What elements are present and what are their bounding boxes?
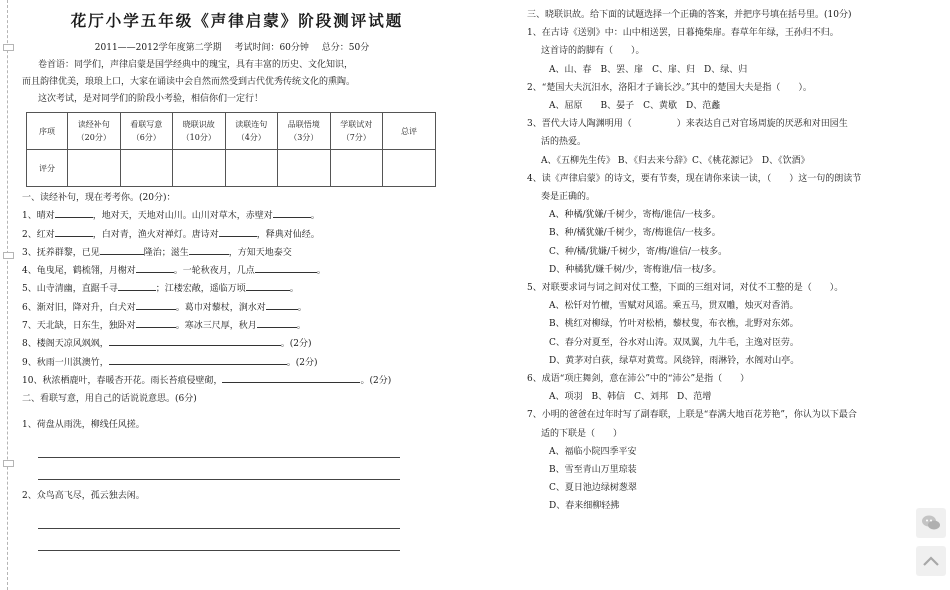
choice-option: C、种/橘/犹嫌/千树少，寄/梅/谁信/一枝多。 <box>549 246 728 257</box>
choice-question: 4、读《声律启蒙》的诗文，要有节奏，现在请你来读一读，（ ）这一句的朗读节 <box>527 173 862 184</box>
score-column-header: 学联试对 （7分） <box>330 113 383 150</box>
choice-option: D、种橘犹/嫌千树/少，寄梅谁/信一枝/多。 <box>549 264 722 275</box>
exam-meta <box>22 40 442 53</box>
choice-question: 6、成语“项庄舞剑，意在沛公”中的“沛公”是指（ ） <box>527 374 750 385</box>
fill-question: 3、抚养群黎，已见 隆治；滋生 ，方知天地泰交 <box>22 244 442 262</box>
preface-line: 而且韵律优美，琅琅上口，大家在诵读中会自然而然受到古代优秀传统文化的熏陶。 <box>22 77 356 87</box>
fill-question: 2、红对 ，白对青，渔火对禅灯。唐诗对 ，释典对仙经。 <box>22 226 442 244</box>
choice-question-cont: 奏是正确的。 <box>541 192 596 203</box>
section-one-title: 一、读经补句，现在考考你。(20分)： <box>22 193 176 203</box>
choice-option: A、福临小院四季平安 <box>549 446 637 457</box>
answer-line[interactable] <box>38 458 400 480</box>
choice-question: 2、“楚国大夫沉汨水，洛阳才子谪长沙。”其中的楚国大夫是指（ ）。 <box>527 82 812 93</box>
answer-line[interactable] <box>38 436 400 458</box>
paraphrase-question: 2、众鸟高飞尽，孤云独去闲。 <box>22 490 145 501</box>
choice-question: 3、晋代大诗人陶渊明用（ ）来表达自己对官场周旋的厌恶和对田园生 <box>527 119 848 130</box>
preface-line: 卷首语：同学们，声律启蒙是国学经典中的瑰宝，具有丰富的历史、文化知识， <box>38 60 354 70</box>
choice-question: 1、在古诗《送别》中：山中相送罢，日暮掩柴扉。春草年年绿，王孙归不归。 <box>527 28 839 39</box>
fill-question: 6、渐对旧，降对升，白犬对 。葛巾对藜杖，涧水对 。 <box>22 299 442 317</box>
paraphrase-question: 1、荷盘从雨洗，柳线任风搓。 <box>22 419 145 430</box>
choice-question: 7、小明的爸爸在过年时写了副春联，上联是“春满大地百花芳艳”，你认为以下最合 <box>527 410 857 421</box>
binding-marker <box>3 252 14 259</box>
score-column-header: 读经补句 （20分） <box>68 113 121 150</box>
score-cell <box>173 150 226 187</box>
section-two-title: 二、看联写意，用自己的话说说意思。(6分) <box>22 394 197 405</box>
fill-question: 4、龟曳尾，鹤梳翎，月榭对 。一轮秋夜月，几点 。 <box>22 262 442 280</box>
choice-question-cont: 活的热爱。 <box>541 137 587 148</box>
score-column-header: 看联写意 （6分） <box>120 113 173 150</box>
fill-question: 8、楼阁天凉风飒飒， 。(2分) <box>22 335 442 353</box>
chat-bubble-icon <box>921 514 941 532</box>
choice-option: A、种橘/犹嫌/千树少，寄梅/谁信/一枝多。 <box>549 210 721 221</box>
score-row-header: 评分 <box>27 150 68 187</box>
fill-question: 1、晴对 ，地对天，天地对山川。山川对草木，赤壁对 。 <box>22 207 442 225</box>
answer-line[interactable] <box>38 507 400 529</box>
section-two <box>22 390 442 551</box>
choice-option: D、春来细柳轻拂 <box>549 501 620 512</box>
time-label: 考试时间：60分钟 <box>234 43 309 53</box>
chat-button[interactable] <box>916 508 946 538</box>
fill-question: 9、秋雨一川淇澳竹， 。(2分) <box>22 354 442 372</box>
binding-marker <box>3 460 14 467</box>
choice-option: B、雪至青山万里琼装 <box>549 465 637 476</box>
choice-option: A、松钎对竹檀，雪赋对风谣。乘五马，贯双雕，烛灭对香消。 <box>549 301 799 312</box>
fill-question: 5、山寺清幽，直踞千寻 ；江楼宏敞，遥临万顷 。 <box>22 280 442 298</box>
fill-question: 10、秋浓栖鹿叶，春暖杏开花。雨长苔痕侵壁砌， 。(2分) <box>22 372 442 390</box>
choice-question-cont: 这首诗的韵脚有（ ）。 <box>541 46 645 57</box>
section-three-title: 三、晓联识故。给下面的试题选择一个正确的答案，并把序号填在括号里。(10分) <box>527 10 852 20</box>
term-label: 2011——2012学年度第二学期 <box>94 43 222 53</box>
score-cell <box>225 150 278 187</box>
choice-options: A、山、春 B、罢、扉 C、扉、归 D、绿、归 <box>549 64 748 75</box>
score-column-header: 品联悟境 （3分） <box>278 113 331 150</box>
choice-options: A、项羽 B、韩信 C、刘邦 D、范增 <box>549 392 712 403</box>
score-cell <box>383 150 436 187</box>
left-column <box>22 8 442 551</box>
exam-title: 花厅小学五年级《声律启蒙》阶段测评试题 <box>70 11 404 30</box>
score-column-header: 晓联识故 （10分） <box>173 113 226 150</box>
binding-line <box>7 0 8 590</box>
choice-option: C、夏日池边绿树葱翠 <box>549 483 637 494</box>
score-cell <box>330 150 383 187</box>
choice-question: 5、对联要求词与词之间对仗工整，下面的三组对词，对仗不工整的是（ ）。 <box>527 283 844 294</box>
chevron-up-icon <box>922 555 940 567</box>
choice-options: A、屈原 B、晏子 C、黄歇 D、范蠡 <box>549 101 721 112</box>
preface-line: 这次考试，是对同学们的阶段小考验，相信你们一定行！ <box>38 94 264 104</box>
score-table <box>26 112 436 187</box>
row-header-cell: 序项 <box>27 113 68 150</box>
section-one <box>22 189 442 390</box>
total-column-header: 总评 <box>383 113 436 150</box>
score-column-header: 读联连句 （4分） <box>225 113 278 150</box>
choice-question-cont: 适的下联是（ ） <box>541 428 623 439</box>
score-cell <box>120 150 173 187</box>
total-score-label: 总分：50分 <box>321 43 370 53</box>
choice-option: C、春分对夏至，谷水对山涛。双凤翼，九牛毛，主逸对臣劳。 <box>549 337 799 348</box>
score-cell <box>278 150 331 187</box>
choice-option: B、种/橘犹嫌/千树少，寄/梅谁信/一枝多。 <box>549 228 721 239</box>
answer-line[interactable] <box>38 529 400 551</box>
choice-options: A、《五柳先生传》 B、《归去来兮辞》C、《桃花源记》 D、《饮酒》 <box>541 155 810 166</box>
choice-option: B、桃红对柳绿，竹叶对松梢，藜杖叟，布衣樵，北野对东郊。 <box>549 319 799 330</box>
fill-question: 7、天北缺，日东生，独卧对 。寒冰三尺厚，秋月 。 <box>22 317 442 335</box>
choice-option: D、黄茅对白荻，绿草对黄莺。风绕锌，雨淋铃，水阁对山亭。 <box>549 355 800 366</box>
score-cell <box>68 150 121 187</box>
right-column <box>527 6 912 516</box>
binding-marker <box>3 44 14 51</box>
back-to-top-button[interactable] <box>916 546 946 576</box>
